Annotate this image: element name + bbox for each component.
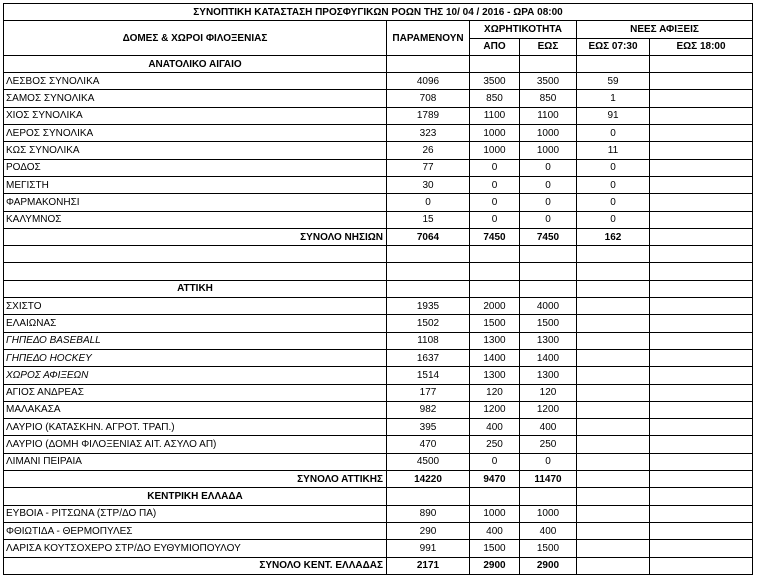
empty-cell xyxy=(387,488,470,505)
remaining-value: 30 xyxy=(387,176,470,193)
capacity-to-value: 0 xyxy=(520,194,577,211)
total-remaining: 14220 xyxy=(387,471,470,488)
table-row xyxy=(4,419,753,436)
capacity-to-value: 1300 xyxy=(520,332,577,349)
header-new-arrivals: ΝΕΕΣ ΑΦΙΞΕΙΣ xyxy=(577,21,753,38)
capacity-to-value: 250 xyxy=(520,436,577,453)
remaining-value: 1108 xyxy=(387,332,470,349)
capacity-from-value: 1500 xyxy=(470,315,520,332)
capacity-from-value: 1300 xyxy=(470,332,520,349)
remaining-value: 177 xyxy=(387,384,470,401)
arrivals-0730-value: 1 xyxy=(577,90,650,107)
header-capacity-to: ΕΩΣ xyxy=(520,38,577,55)
total-remaining: 2171 xyxy=(387,557,470,574)
capacity-to-value: 120 xyxy=(520,384,577,401)
remaining-value: 0 xyxy=(387,194,470,211)
table-row xyxy=(4,436,753,453)
capacity-from-value: 3500 xyxy=(470,73,520,90)
capacity-from-value: 1000 xyxy=(470,142,520,159)
arrivals-1800-value xyxy=(650,401,753,418)
table-row xyxy=(4,107,753,124)
arrivals-0730-value: 11 xyxy=(577,142,650,159)
empty-cell xyxy=(387,55,470,72)
section-title: ΚΕΝΤΡΙΚΗ ΕΛΛΑΔΑ xyxy=(4,488,387,505)
empty-cell xyxy=(4,263,387,280)
capacity-from-value: 1500 xyxy=(470,540,520,557)
total-label: ΣΥΝΟΛΟ ΚΕΝΤ. ΕΛΛΑΔΑΣ xyxy=(4,557,387,574)
arrivals-1800-value xyxy=(650,107,753,124)
arrivals-1800-value xyxy=(650,194,753,211)
capacity-from-value: 1300 xyxy=(470,367,520,384)
total-label: ΣΥΝΟΛΟ ΑΤΤΙΚΗΣ xyxy=(4,471,387,488)
empty-cell xyxy=(650,246,753,263)
capacity-to-value: 3500 xyxy=(520,73,577,90)
capacity-to-value: 1400 xyxy=(520,349,577,366)
remaining-value: 15 xyxy=(387,211,470,228)
capacity-from-value: 250 xyxy=(470,436,520,453)
empty-cell xyxy=(387,246,470,263)
table-row xyxy=(4,367,753,384)
remaining-value: 4500 xyxy=(387,453,470,470)
table-row xyxy=(4,315,753,332)
empty-cell xyxy=(520,263,577,280)
remaining-value: 1637 xyxy=(387,349,470,366)
structure-name: ΕΥΒΟΙΑ - ΡΙΤΣΩΝΑ (ΣΤΡ/ΔΟ ΠΑ) xyxy=(4,505,387,522)
section-header-row xyxy=(4,55,753,72)
total-capacity-from: 9470 xyxy=(470,471,520,488)
report-title: ΣΥΝΟΠΤΙΚΗ ΚΑΤΑΣΤΑΣΗ ΠΡΟΣΦΥΓΙΚΩΝ ΡΟΩΝ ΤΗΣ 10/ 04 / 2016 - ΩΡΑ 08:00 xyxy=(4,4,753,21)
structure-name: ΛΑΥΡΙΟ (ΔΟΜΗ ΦΙΛΟΞΕΝΙΑΣ ΑΙΤ. ΑΣΥΛΟ ΑΠ) xyxy=(4,436,387,453)
remaining-value: 4096 xyxy=(387,73,470,90)
total-capacity-to: 7450 xyxy=(520,228,577,245)
capacity-from-value: 0 xyxy=(470,159,520,176)
section-title: ΑΝΑΤΟΛΙΚΟ ΑΙΓΑΙΟ xyxy=(4,55,387,72)
total-arrivals-1800 xyxy=(650,471,753,488)
table-row xyxy=(4,522,753,539)
arrivals-0730-value xyxy=(577,384,650,401)
capacity-to-value: 400 xyxy=(520,419,577,436)
capacity-from-value: 850 xyxy=(470,90,520,107)
arrivals-1800-value xyxy=(650,125,753,142)
arrivals-0730-value: 0 xyxy=(577,159,650,176)
structure-name: ΦΘΙΩΤΙΔΑ - ΘΕΡΜΟΠΥΛΕΣ xyxy=(4,522,387,539)
table-row xyxy=(4,73,753,90)
remaining-value: 1789 xyxy=(387,107,470,124)
header-row-1 xyxy=(4,21,753,38)
table-row xyxy=(4,349,753,366)
arrivals-0730-value: 0 xyxy=(577,176,650,193)
remaining-value: 1502 xyxy=(387,315,470,332)
capacity-to-value: 1300 xyxy=(520,367,577,384)
empty-cell xyxy=(577,263,650,280)
section-total-row xyxy=(4,557,753,574)
empty-cell xyxy=(650,263,753,280)
empty-cell xyxy=(650,488,753,505)
total-remaining: 7064 xyxy=(387,228,470,245)
capacity-from-value: 400 xyxy=(470,522,520,539)
capacity-from-value: 1000 xyxy=(470,505,520,522)
remaining-value: 708 xyxy=(387,90,470,107)
remaining-value: 1514 xyxy=(387,367,470,384)
structure-name: ΜΕΓΙΣΤΗ xyxy=(4,176,387,193)
arrivals-1800-value xyxy=(650,142,753,159)
structure-name: ΚΑΛΥΜΝΟΣ xyxy=(4,211,387,228)
empty-cell xyxy=(520,488,577,505)
structure-name: ΧΙΟΣ ΣΥΝΟΛΙΚΑ xyxy=(4,107,387,124)
table-row xyxy=(4,90,753,107)
remaining-value: 470 xyxy=(387,436,470,453)
structure-name: ΛΙΜΑΝΙ ΠΕΙΡΑΙΑ xyxy=(4,453,387,470)
capacity-from-value: 1400 xyxy=(470,349,520,366)
arrivals-0730-value xyxy=(577,505,650,522)
arrivals-0730-value xyxy=(577,315,650,332)
table-row xyxy=(4,176,753,193)
arrivals-1800-value xyxy=(650,453,753,470)
spacer-row xyxy=(4,246,753,263)
structure-name: ΚΩΣ ΣΥΝΟΛΙΚΑ xyxy=(4,142,387,159)
capacity-to-value: 1000 xyxy=(520,505,577,522)
header-structures: ΔΟΜΕΣ & ΧΩΡΟΙ ΦΙΛΟΞΕΝΙΑΣ xyxy=(4,21,387,56)
capacity-to-value: 850 xyxy=(520,90,577,107)
empty-cell xyxy=(470,246,520,263)
capacity-to-value: 1200 xyxy=(520,401,577,418)
structure-name: ΧΩΡΟΣ ΑΦΙΞΕΩΝ xyxy=(4,367,387,384)
empty-cell xyxy=(520,55,577,72)
arrivals-1800-value xyxy=(650,505,753,522)
table-row xyxy=(4,505,753,522)
structure-name: ΦΑΡΜΑΚΟΝΗΣΙ xyxy=(4,194,387,211)
total-capacity-to: 2900 xyxy=(520,557,577,574)
remaining-value: 77 xyxy=(387,159,470,176)
arrivals-0730-value: 0 xyxy=(577,194,650,211)
section-header-row xyxy=(4,280,753,297)
arrivals-0730-value xyxy=(577,453,650,470)
capacity-from-value: 1000 xyxy=(470,125,520,142)
arrivals-1800-value xyxy=(650,159,753,176)
capacity-from-value: 0 xyxy=(470,211,520,228)
capacity-from-value: 1100 xyxy=(470,107,520,124)
arrivals-0730-value xyxy=(577,436,650,453)
section-header-row xyxy=(4,488,753,505)
arrivals-1800-value xyxy=(650,315,753,332)
table-row xyxy=(4,142,753,159)
structure-name: ΡΟΔΟΣ xyxy=(4,159,387,176)
header-until-1800: ΕΩΣ 18:00 xyxy=(650,38,753,55)
empty-cell xyxy=(470,55,520,72)
empty-cell xyxy=(470,488,520,505)
structure-name: ΛΕΣΒΟΣ ΣΥΝΟΛΙΚΑ xyxy=(4,73,387,90)
capacity-to-value: 0 xyxy=(520,453,577,470)
empty-cell xyxy=(387,280,470,297)
remaining-value: 323 xyxy=(387,125,470,142)
total-arrivals-1800 xyxy=(650,557,753,574)
empty-cell xyxy=(577,280,650,297)
table-row xyxy=(4,401,753,418)
structure-name: ΛΕΡΟΣ ΣΥΝΟΛΙΚΑ xyxy=(4,125,387,142)
arrivals-1800-value xyxy=(650,367,753,384)
arrivals-1800-value xyxy=(650,298,753,315)
header-until-0730: ΕΩΣ 07:30 xyxy=(577,38,650,55)
capacity-from-value: 1200 xyxy=(470,401,520,418)
arrivals-0730-value: 59 xyxy=(577,73,650,90)
total-capacity-from: 2900 xyxy=(470,557,520,574)
arrivals-0730-value xyxy=(577,332,650,349)
total-capacity-to: 11470 xyxy=(520,471,577,488)
capacity-from-value: 0 xyxy=(470,176,520,193)
empty-cell xyxy=(577,488,650,505)
section-title: ΑΤΤΙΚΗ xyxy=(4,280,387,297)
remaining-value: 1935 xyxy=(387,298,470,315)
total-arrivals-0730: 162 xyxy=(577,228,650,245)
arrivals-0730-value: 91 xyxy=(577,107,650,124)
empty-cell xyxy=(520,246,577,263)
arrivals-0730-value xyxy=(577,522,650,539)
table-row xyxy=(4,540,753,557)
empty-cell xyxy=(650,55,753,72)
capacity-from-value: 120 xyxy=(470,384,520,401)
empty-cell xyxy=(470,263,520,280)
arrivals-1800-value xyxy=(650,436,753,453)
arrivals-1800-value xyxy=(650,522,753,539)
title-row xyxy=(4,4,753,21)
total-capacity-from: 7450 xyxy=(470,228,520,245)
remaining-value: 395 xyxy=(387,419,470,436)
total-label: ΣΥΝΟΛΟ ΝΗΣΙΩΝ xyxy=(4,228,387,245)
capacity-from-value: 400 xyxy=(470,419,520,436)
structure-name: ΛΑΡΙΣΑ ΚΟΥΤΣΟΧΕΡΟ ΣΤΡ/ΔΟ ΕΥΘΥΜΙΟΠΟΥΛΟΥ xyxy=(4,540,387,557)
table-row xyxy=(4,211,753,228)
empty-cell xyxy=(387,263,470,280)
structure-name: ΣΑΜΟΣ ΣΥΝΟΛΙΚΑ xyxy=(4,90,387,107)
capacity-to-value: 4000 xyxy=(520,298,577,315)
capacity-to-value: 1000 xyxy=(520,142,577,159)
capacity-to-value: 1500 xyxy=(520,315,577,332)
arrivals-1800-value xyxy=(650,332,753,349)
section-total-row xyxy=(4,471,753,488)
arrivals-0730-value: 0 xyxy=(577,211,650,228)
arrivals-1800-value xyxy=(650,384,753,401)
section-total-row xyxy=(4,228,753,245)
arrivals-0730-value xyxy=(577,367,650,384)
structure-name: ΛΑΥΡΙΟ (ΚΑΤΑΣΚΗΝ. ΑΓΡΟΤ. ΤΡΑΠ.) xyxy=(4,419,387,436)
arrivals-0730-value xyxy=(577,540,650,557)
arrivals-0730-value xyxy=(577,349,650,366)
remaining-value: 290 xyxy=(387,522,470,539)
spacer-row xyxy=(4,263,753,280)
refugee-flows-table xyxy=(3,3,753,575)
empty-cell xyxy=(470,280,520,297)
arrivals-1800-value xyxy=(650,349,753,366)
capacity-from-value: 0 xyxy=(470,453,520,470)
arrivals-1800-value xyxy=(650,176,753,193)
empty-cell xyxy=(650,280,753,297)
arrivals-1800-value xyxy=(650,540,753,557)
structure-name: ΜΑΛΑΚΑΣΑ xyxy=(4,401,387,418)
arrivals-0730-value xyxy=(577,419,650,436)
header-capacity-from: ΑΠΟ xyxy=(470,38,520,55)
capacity-from-value: 2000 xyxy=(470,298,520,315)
arrivals-1800-value xyxy=(650,90,753,107)
structure-name: ΓΗΠΕΔΟ HOCKEY xyxy=(4,349,387,366)
remaining-value: 890 xyxy=(387,505,470,522)
capacity-to-value: 0 xyxy=(520,211,577,228)
capacity-to-value: 1500 xyxy=(520,540,577,557)
remaining-value: 991 xyxy=(387,540,470,557)
capacity-to-value: 400 xyxy=(520,522,577,539)
remaining-value: 982 xyxy=(387,401,470,418)
table-row xyxy=(4,194,753,211)
table-row xyxy=(4,332,753,349)
header-capacity: ΧΩΡΗΤΙΚΟΤΗΤΑ xyxy=(470,21,577,38)
table-row xyxy=(4,453,753,470)
total-arrivals-0730 xyxy=(577,471,650,488)
table-row xyxy=(4,384,753,401)
capacity-to-value: 0 xyxy=(520,159,577,176)
empty-cell xyxy=(577,246,650,263)
table-row xyxy=(4,298,753,315)
table-row xyxy=(4,159,753,176)
arrivals-1800-value xyxy=(650,419,753,436)
capacity-to-value: 1000 xyxy=(520,125,577,142)
structure-name: ΓΗΠΕΔΟ BASEBALL xyxy=(4,332,387,349)
arrivals-0730-value: 0 xyxy=(577,125,650,142)
header-remaining: ΠΑΡΑΜΕΝΟΥΝ xyxy=(387,21,470,56)
empty-cell xyxy=(520,280,577,297)
structure-name: ΑΓΙΟΣ ΑΝΔΡΕΑΣ xyxy=(4,384,387,401)
arrivals-0730-value xyxy=(577,298,650,315)
structure-name: ΕΛΑΙΩΝΑΣ xyxy=(4,315,387,332)
arrivals-1800-value xyxy=(650,211,753,228)
structure-name: ΣΧΙΣΤΟ xyxy=(4,298,387,315)
empty-cell xyxy=(4,246,387,263)
capacity-to-value: 1100 xyxy=(520,107,577,124)
arrivals-1800-value xyxy=(650,73,753,90)
empty-cell xyxy=(577,55,650,72)
remaining-value: 26 xyxy=(387,142,470,159)
capacity-from-value: 0 xyxy=(470,194,520,211)
total-arrivals-1800 xyxy=(650,228,753,245)
total-arrivals-0730 xyxy=(577,557,650,574)
arrivals-0730-value xyxy=(577,401,650,418)
capacity-to-value: 0 xyxy=(520,176,577,193)
table-row xyxy=(4,125,753,142)
